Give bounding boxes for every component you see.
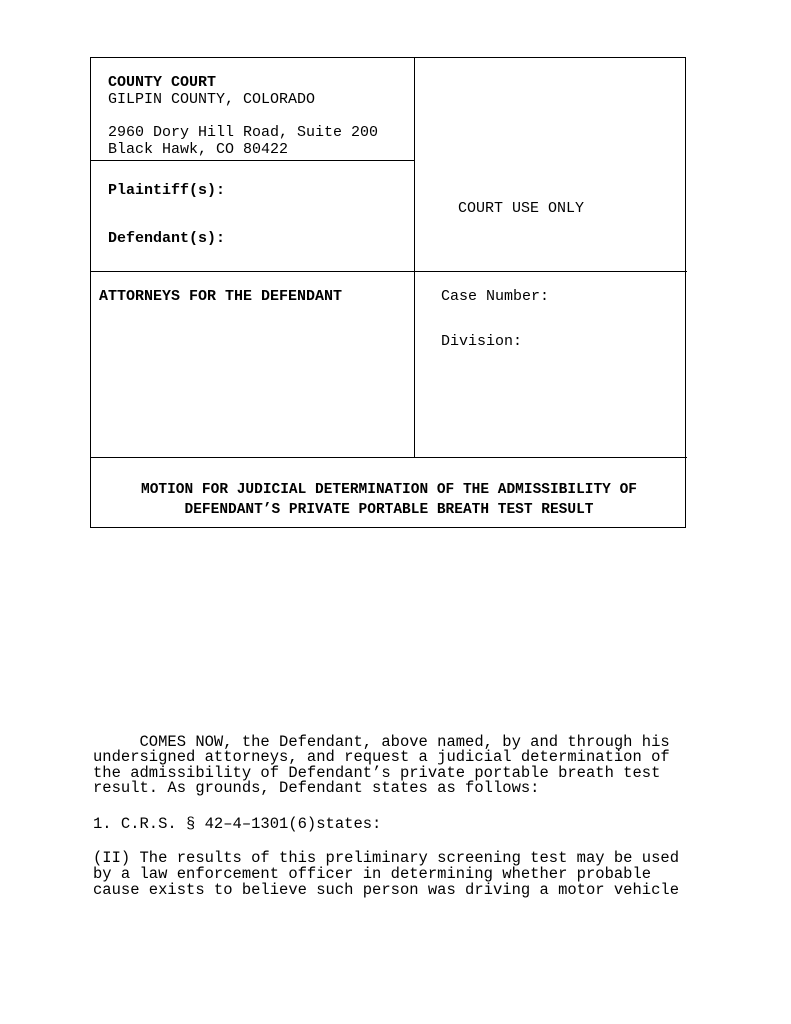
court-address-line2: Black Hawk, CO 80422 [108, 141, 289, 158]
numbered-item-1: 1. C.R.S. § 42–4–1301(6)states: [93, 815, 382, 833]
intro-line-3: the admissibility of Defendant’s private portable breath test [93, 764, 661, 782]
motion-title [91, 480, 687, 520]
plaintiff-label: Plaintiff(s): [108, 182, 226, 199]
division-label: Division: [441, 333, 523, 350]
court-county-state: GILPIN COUNTY, COLORADO [108, 91, 316, 108]
court-name: COUNTY COURT [108, 74, 217, 91]
court-info-divider [91, 160, 414, 161]
intro-line-4: result. As grounds, Defendant states as follows: [93, 779, 540, 797]
motion-title-line1: MOTION FOR JUDICIAL DETERMINATION OF THE ADMISSIBILITY OF [141, 482, 637, 498]
motion-title-line2: DEFENDANT’S PRIVATE PORTABLE BREATH TEST RESULT [184, 502, 594, 518]
attorneys-label: ATTORNEYS FOR THE DEFENDANT [99, 288, 343, 305]
caption-center-divider [414, 58, 415, 457]
quote-line-3: cause exists to believe such person was driving a motor vehicle [93, 881, 679, 899]
quote-line-2: by a law enforcement officer in determining whether probable [93, 865, 652, 883]
defendant-label: Defendant(s): [108, 230, 226, 247]
case-number-label: Case Number: [441, 288, 550, 305]
intro-line-2: undersigned attorneys, and request a judicial determination of [93, 748, 670, 766]
parties-divider [91, 271, 687, 272]
court-use-only: COURT USE ONLY [458, 200, 585, 217]
title-divider [91, 457, 687, 458]
case-caption-box [90, 57, 686, 528]
intro-line-1: COMES NOW, the Defendant, above named, by and through his [93, 733, 670, 751]
quote-line-1: (II) The results of this preliminary screening test may be used [93, 849, 679, 867]
court-address-line1: 2960 Dory Hill Road, Suite 200 [108, 124, 379, 141]
